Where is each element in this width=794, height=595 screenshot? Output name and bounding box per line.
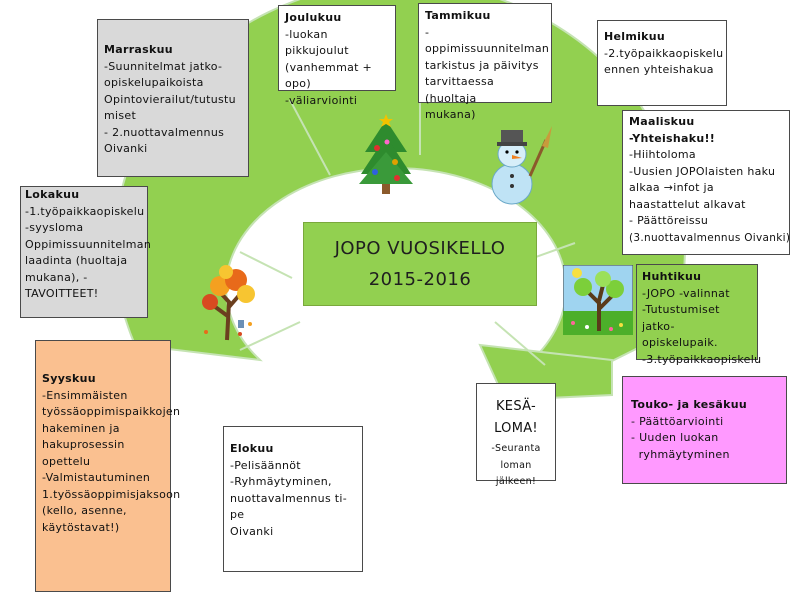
month-box-touko-kesakuu [622,376,787,484]
month-line: - Uuden luokan [631,431,719,444]
month-header: Tammikuu [425,9,491,22]
title-line-2: 2015-2016 [368,269,472,290]
title-line-1: JOPO VUOSIKELLO [334,238,506,259]
month-box-helmikuu [597,20,727,106]
month-box-huhtikuu [636,264,762,366]
month-line: -2.työpaikkaopiskelu [604,46,724,60]
month-line: laadinta (huoltaja [25,254,128,267]
month-line: - Päättöarviointi [631,414,724,428]
month-line: mukana), - [25,270,88,284]
month-line: opiskelupaik. [642,336,718,349]
month-line: ennen yhteishakua [604,63,714,76]
month-line: nuottavalmennus ti-pe [230,491,348,521]
month-line: -oppimissuunnitelman [425,25,550,55]
month-line: -Pelisäännöt [230,458,301,472]
month-line: -väliarviointi [285,93,358,107]
month-header: Helmikuu [604,30,666,43]
month-box-joulukuu [278,5,396,107]
month-line: -Uusien JOPOlaisten haku [629,164,776,178]
month-header: Huhtikuu [642,270,702,283]
month-line: alkaa →infot ja [629,181,714,194]
month-line: käytöstavat!) [42,520,120,534]
month-line: -JOPO -valinnat [642,286,730,300]
month-header: Touko- ja kesäkuu [631,398,747,411]
month-line: miset [104,109,137,122]
month-line: työssäoppimispaikkojen [42,405,181,418]
month-line: - Päättöreissu [629,214,709,227]
month-line: TAVOITTEET! [25,287,99,300]
month-header: KESÄ- [495,399,537,414]
month-line: -Yhteishaku!! [629,131,716,145]
autumn-tree-icon [196,262,266,342]
month-line: -1.työpaikkaopiskelu [25,204,145,218]
month-line: tarvittaessa (huoltaja [425,75,498,105]
month-line: (kello, asenne, [42,504,127,517]
month-box-lokakuu [20,186,152,318]
month-header: Marraskuu [104,43,173,56]
month-line: Oivanki [230,524,274,538]
month-box-syyskuu [35,340,181,592]
month-line: - 2.nuottavalmennus [104,125,225,139]
month-box-marraskuu [97,19,249,177]
snowman-icon [482,120,552,208]
month-line: -Ryhmäytyminen, [230,475,332,488]
month-header: Joulukuu [285,11,342,24]
month-line: (3.nuottavalmennus Oivanki) [629,231,791,244]
center-title [303,222,537,306]
month-line: mukana) [425,108,476,121]
month-line: tarkistus ja päivitys [425,58,539,72]
month-header: Lokakuu [25,188,80,201]
month-header: Syyskuu [42,372,96,385]
month-line: hakuprosessin opettelu [42,438,129,468]
month-line: -Tutustumiset jatko- [642,303,724,333]
month-line: Oivanki [104,142,148,155]
month-line: -luokan pikkujoulut [285,27,349,57]
month-header-2: LOMA! [494,421,538,436]
month-line: -Valmistautuminen [42,471,151,484]
spring-tree-icon [563,265,633,335]
month-line: -syysloma [25,221,84,234]
month-line: -3.työpaikkaopiskelu [642,352,762,366]
month-line: haastattelut alkavat [629,197,746,211]
month-line: Opintovierailut/tutustu [104,92,236,106]
month-line: -Seuranta [491,443,541,454]
month-line: -Ensimmäisten [42,388,128,402]
month-line: loman jälkeen! [495,460,537,487]
month-line: ryhmäytyminen [631,447,730,461]
month-header: Maaliskuu [629,115,695,128]
month-line: Oppimissuunnitelman [25,237,152,251]
month-line: -Hiihtoloma [629,148,696,161]
month-line: opiskelupaikoista [104,76,204,89]
month-header: Elokuu [230,442,274,455]
month-line: hakeminen ja [42,421,120,435]
month-line: -Suunnitelmat jatko- [104,59,223,73]
month-box-tammikuu [418,3,552,121]
month-box-kesaloma [476,383,556,487]
month-box-maaliskuu [622,110,790,255]
month-line: (vanhemmat + opo) [285,60,376,90]
month-line: 1.työssäoppimisjaksoon [42,487,181,501]
month-box-elokuu [223,426,363,572]
christmas-tree-icon [357,112,415,198]
